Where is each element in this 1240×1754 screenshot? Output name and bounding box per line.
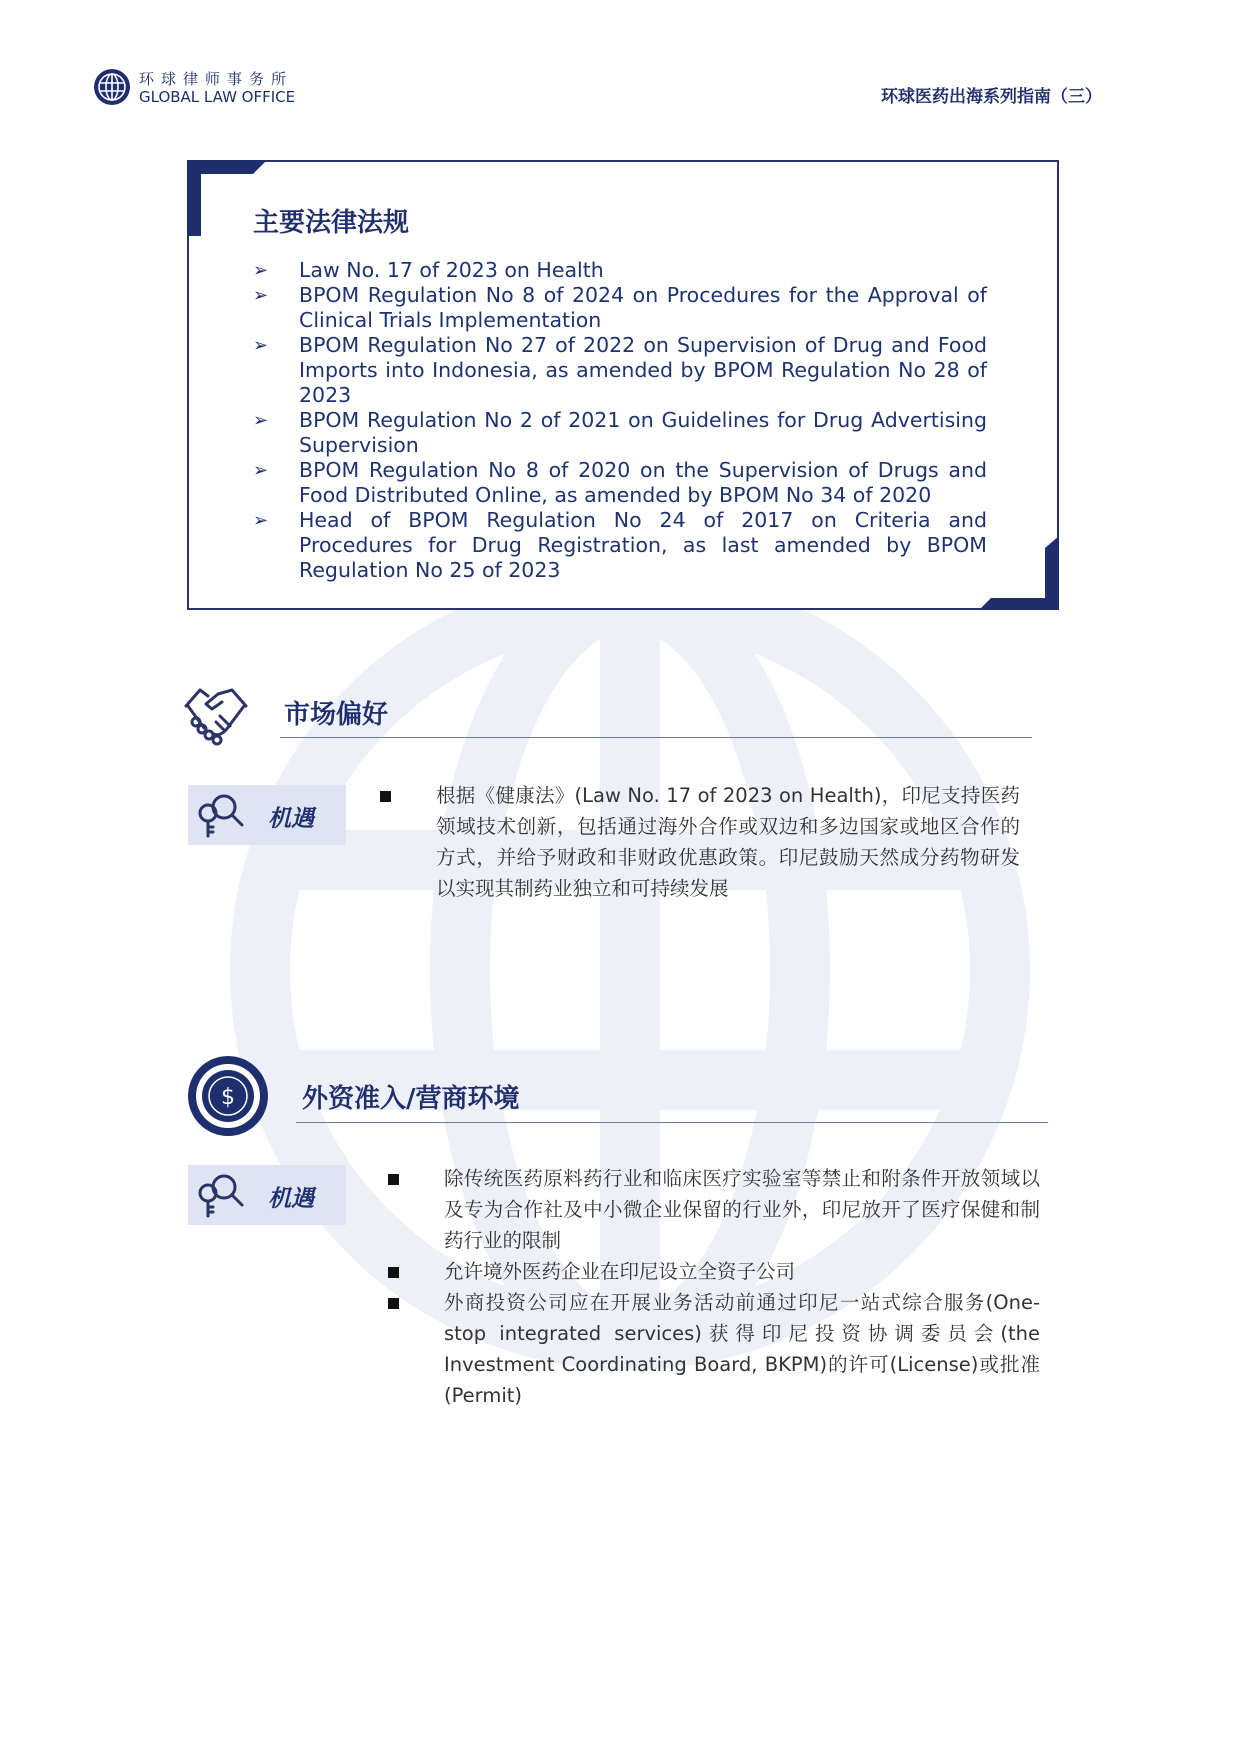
arrow-bullet-icon: ➢ (253, 260, 269, 281)
list-item: 外商投资公司应在开展业务活动前通过印尼一站式综合服务(One-stop integrated services)获得印尼投资协调委员会(the Investment Coordinating Board, BKPM)的许可(License)或批准(Permit) (388, 1287, 1040, 1411)
laws-list (253, 258, 987, 583)
badge-label: 机遇 (268, 1186, 314, 1212)
list-item: 除传统医药原料药行业和临床医疗实验室等禁止和附条件开放领域以及专为合作社及中小微企业保留的行业外，印尼放开了医疗保健和制药行业的限制 (388, 1163, 1040, 1256)
opportunity-badge (188, 785, 346, 845)
law-item: ➢ BPOM Regulation No 27 of 2022 on Supervision of Drug and Food Imports into Indonesia, as amended by BPOM Regulation No 28 of 2023 (253, 333, 987, 407)
investment-bullets (388, 1163, 1040, 1411)
section-divider (280, 737, 1032, 738)
square-bullet-icon (388, 1298, 399, 1309)
list-item: 允许境外医药企业在印尼设立全资子公司 (388, 1256, 1040, 1287)
handshake-icon (182, 682, 250, 748)
section-divider (296, 1122, 1048, 1123)
badge-label: 机遇 (268, 806, 314, 832)
square-bullet-icon (380, 791, 391, 802)
square-bullet-icon (388, 1174, 399, 1185)
list-item: 根据《健康法》(Law No. 17 of 2023 on Health)，印尼支持医药领域技术创新，包括通过海外合作或双边和多边国家或地区合作的方式，并给予财政和非财政优惠政策。印尼鼓励天然成分药物研发以实现其制药业独立和可持续发展 (380, 780, 1020, 904)
arrow-bullet-icon: ➢ (253, 285, 269, 306)
square-bullet-icon (388, 1267, 399, 1278)
law-item: ➢ BPOM Regulation No 8 of 2024 on Procedures for the Approval of Clinical Trials Implementation (253, 283, 987, 332)
globe-logo-icon (93, 68, 131, 106)
arrow-bullet-icon: ➢ (253, 510, 269, 531)
document-title: 环球医药出海系列指南（三） (881, 87, 1102, 107)
corner-decoration (979, 536, 1059, 610)
market-section-title: 市场偏好 (284, 700, 389, 730)
firm-logo (93, 66, 413, 110)
arrow-bullet-icon: ➢ (253, 460, 269, 481)
investment-section-title: 外资准入/营商环境 (302, 1084, 520, 1114)
logo-chinese-name: 环球律师事务所 (139, 70, 294, 88)
arrow-bullet-icon: ➢ (253, 335, 269, 356)
market-bullets (380, 780, 1020, 904)
opportunity-badge (188, 1165, 346, 1225)
laws-box (187, 160, 1059, 610)
logo-english-name: GLOBAL LAW OFFICE (139, 88, 296, 106)
key-magnifier-icon (194, 1171, 246, 1219)
svg-text:$: $ (221, 1085, 235, 1110)
dollar-coin-icon (186, 1054, 270, 1138)
arrow-bullet-icon: ➢ (253, 410, 269, 431)
key-magnifier-icon (194, 791, 246, 839)
laws-box-title: 主要法律法规 (253, 208, 410, 238)
law-item: ➢ Head of BPOM Regulation No 24 of 2017 on Criteria and Procedures for Drug Registration, as last amended by BPOM Regulation No 25 of 2023 (253, 508, 987, 582)
law-item: ➢ Law No. 17 of 2023 on Health (253, 258, 604, 282)
law-item: ➢ BPOM Regulation No 8 of 2020 on the Supervision of Drugs and Food Distributed Online, as amended by BPOM No 34 of 2020 (253, 458, 987, 507)
law-item: ➢ BPOM Regulation No 2 of 2021 on Guidelines for Drug Advertising Supervision (253, 408, 987, 457)
